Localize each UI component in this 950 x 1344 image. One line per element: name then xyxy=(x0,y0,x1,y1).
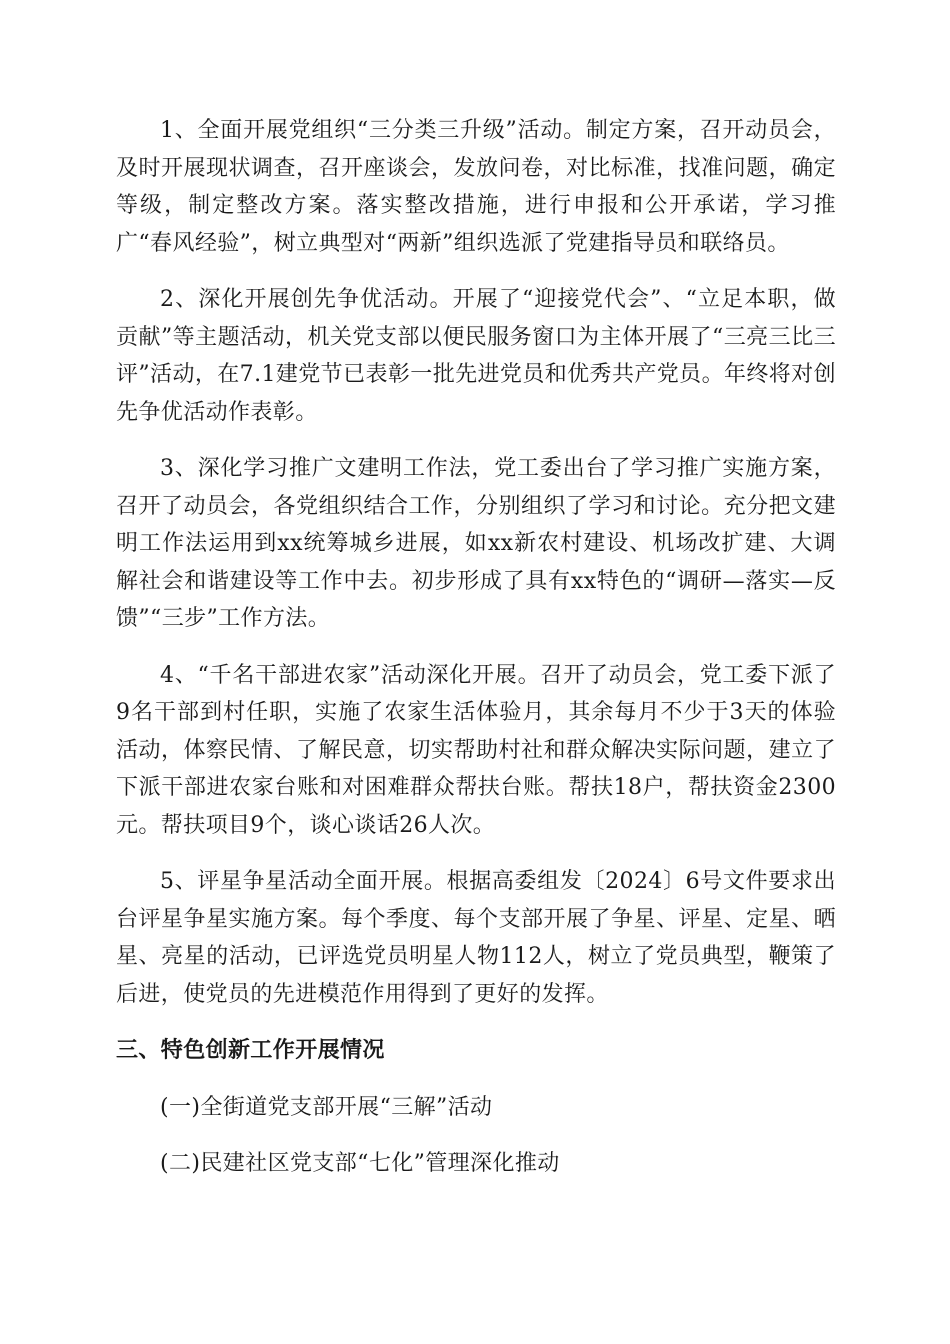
paragraph-item-5: 5、评星争星活动全面开展。根据高委组发〔2024〕6号文件要求出台评星争星实施方案。每个季度、每个支部开展了争星、评星、定星、晒星、亮星的活动，已评选党员明星人物112人，树立了党员典型，鞭策了后进，使党员的先进模范作用得到了更好的发挥。 xyxy=(116,869,836,1007)
paragraph-item-2: 2、深化开展创先争优活动。开展了“迎接党代会”、“立足本职，做贡献”等主题活动，机关党支部以便民服务窗口为主体开展了“三亮三比三评”活动，在7.1建党节已表彰一批先进党员和优秀共产党员。年终将对创先争优活动作表彰。 xyxy=(116,287,836,425)
paragraph-item-1: 1、全面开展党组织“三分类三升级”活动。制定方案，召开动员会，及时开展现状调查，召开座谈会，发放问卷，对比标准，找准问题，确定等级，制定整改方案。落实整改措施，进行申报和公开承诺，学习推广“春风经验”，树立典型对“两新”组织选派了党建指导员和联络员。 xyxy=(116,118,836,256)
document-body xyxy=(116,112,836,1202)
paragraph-item-4: 4、“千名干部进农家”活动深化开展。召开了动员会，党工委下派了9名干部到村任职，实施了农家生活体验月，其余每月不少于3天的体验活动，体察民情、了解民意，切实帮助村社和群众解决实际问题，建立了下派干部进农家台账和对困难群众帮扶台账。帮扶18户，帮扶资金2300元。帮扶项目9个，谈心谈话26人次。 xyxy=(116,662,836,838)
subitem-2: (二)民建社区党支部“七化”管理深化推动 xyxy=(160,1151,560,1176)
section-heading: 三、特色创新工作开展情况 xyxy=(116,1038,385,1063)
paragraph-item-3: 3、深化学习推广文建明工作法，党工委出台了学习推广实施方案，召开了动员会，各党组织结合工作，分别组织了学习和讨论。充分把文建明工作法运用到xx统筹城乡进展，如xx新农村建设、机场改扩建、大调解社会和谐建设等工作中去。初步形成了具有xx特色的“调研—落实—反馈”“三步”工作方法。 xyxy=(116,456,836,631)
subitem-1: (一)全街道党支部开展“三解”活动 xyxy=(160,1094,493,1120)
